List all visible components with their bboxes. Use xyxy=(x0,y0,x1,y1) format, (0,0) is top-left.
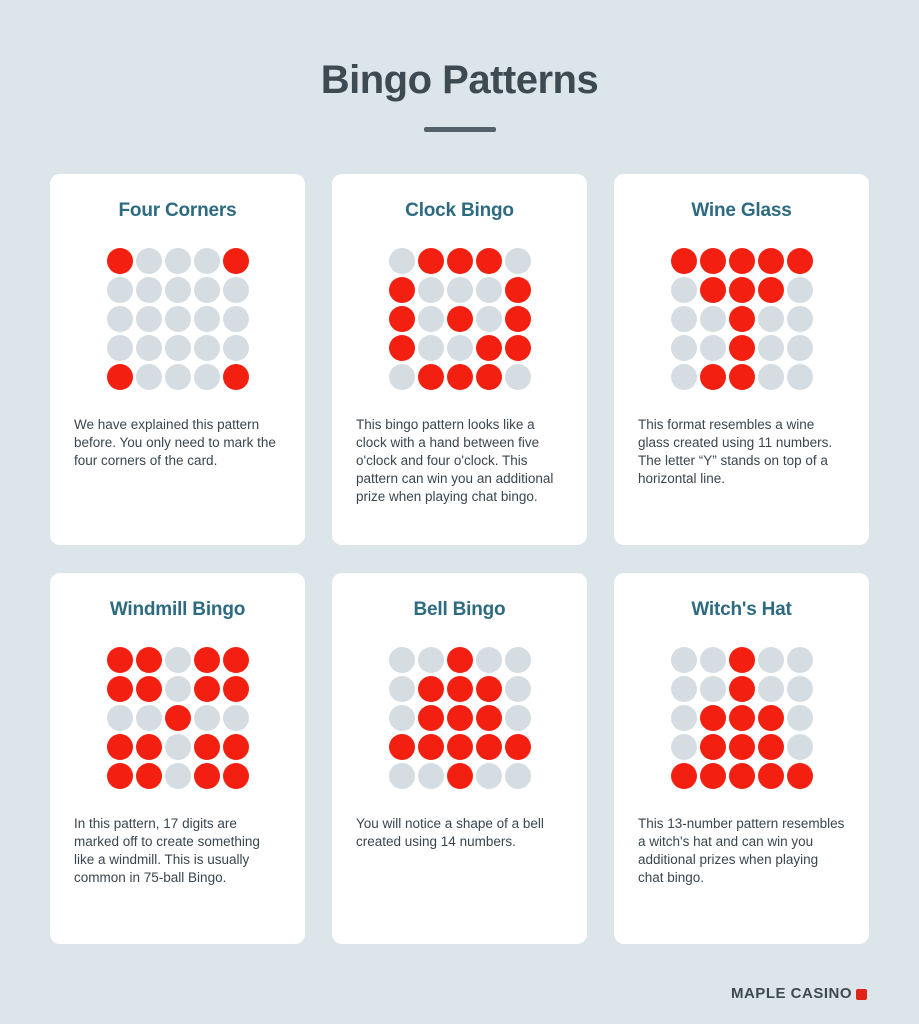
marked-dot xyxy=(505,734,531,760)
empty-dot xyxy=(671,734,697,760)
marked-dot xyxy=(447,763,473,789)
pattern-card xyxy=(332,573,587,944)
marked-dot xyxy=(476,705,502,731)
empty-dot xyxy=(223,335,249,361)
marked-dot xyxy=(194,676,220,702)
empty-dot xyxy=(787,306,813,332)
marked-dot xyxy=(447,705,473,731)
empty-dot xyxy=(165,306,191,332)
marked-dot xyxy=(418,364,444,390)
marked-dot xyxy=(729,277,755,303)
pattern-card xyxy=(614,573,869,944)
marked-dot xyxy=(758,763,784,789)
empty-dot xyxy=(165,734,191,760)
empty-dot xyxy=(194,364,220,390)
marked-dot xyxy=(476,248,502,274)
empty-dot xyxy=(389,763,415,789)
marked-dot xyxy=(194,647,220,673)
empty-dot xyxy=(136,306,162,332)
marked-dot xyxy=(107,734,133,760)
empty-dot xyxy=(165,277,191,303)
empty-dot xyxy=(758,306,784,332)
empty-dot xyxy=(194,705,220,731)
bingo-pattern-grid xyxy=(671,647,813,789)
marked-dot xyxy=(223,364,249,390)
marked-dot xyxy=(194,734,220,760)
marked-dot xyxy=(136,676,162,702)
empty-dot xyxy=(671,335,697,361)
empty-dot xyxy=(505,705,531,731)
pattern-card-title: Wine Glass xyxy=(691,200,792,221)
empty-dot xyxy=(107,705,133,731)
marked-dot xyxy=(447,647,473,673)
empty-dot xyxy=(671,676,697,702)
empty-dot xyxy=(194,335,220,361)
marked-dot xyxy=(729,335,755,361)
bingo-pattern-grid xyxy=(671,248,813,390)
marked-dot xyxy=(700,364,726,390)
marked-dot xyxy=(447,306,473,332)
marked-dot xyxy=(136,734,162,760)
marked-dot xyxy=(418,676,444,702)
empty-dot xyxy=(476,647,502,673)
marked-dot xyxy=(729,306,755,332)
brand-name: MAPLE CASINO xyxy=(730,985,852,1002)
empty-dot xyxy=(194,277,220,303)
empty-dot xyxy=(165,676,191,702)
marked-dot xyxy=(389,335,415,361)
pattern-card-title: Four Corners xyxy=(118,200,237,221)
empty-dot xyxy=(165,248,191,274)
empty-dot xyxy=(165,364,191,390)
marked-dot xyxy=(107,676,133,702)
empty-dot xyxy=(194,306,220,332)
pattern-card-description: We have explained this pattern before. You only need to mark the four corners of the card. xyxy=(74,417,276,468)
empty-dot xyxy=(447,335,473,361)
marked-dot xyxy=(447,676,473,702)
pattern-card-description: This bingo pattern looks like a clock with a hand between five o'clock and four o'clock. This pattern can win you an additional prize when playing chat bingo. xyxy=(356,417,554,504)
empty-dot xyxy=(136,705,162,731)
marked-dot xyxy=(476,734,502,760)
empty-dot xyxy=(505,248,531,274)
marked-dot xyxy=(505,306,531,332)
pattern-card-description: This format resembles a wine glass created using 11 numbers. The letter “Y” stands on top of a horizontal line. xyxy=(638,417,833,486)
pattern-card xyxy=(50,174,305,545)
marked-dot xyxy=(107,364,133,390)
marked-dot xyxy=(758,705,784,731)
empty-dot xyxy=(389,705,415,731)
marked-dot xyxy=(107,763,133,789)
marked-dot xyxy=(418,248,444,274)
empty-dot xyxy=(787,734,813,760)
pattern-card-grid xyxy=(52,174,867,944)
empty-dot xyxy=(418,306,444,332)
empty-dot xyxy=(447,277,473,303)
empty-dot xyxy=(758,364,784,390)
marked-dot xyxy=(758,248,784,274)
marked-dot xyxy=(476,364,502,390)
empty-dot xyxy=(758,676,784,702)
pattern-card-description: This 13-number pattern resembles a witch's hat and can win you additional prizes when playing chat bingo. xyxy=(638,816,845,885)
marked-dot xyxy=(418,705,444,731)
empty-dot xyxy=(476,763,502,789)
marked-dot xyxy=(194,763,220,789)
pattern-card xyxy=(332,174,587,545)
marked-dot xyxy=(700,705,726,731)
empty-dot xyxy=(389,676,415,702)
pattern-card-title: Witch's Hat xyxy=(691,599,792,620)
empty-dot xyxy=(223,277,249,303)
empty-dot xyxy=(418,335,444,361)
marked-dot xyxy=(505,335,531,361)
empty-dot xyxy=(787,705,813,731)
marked-dot xyxy=(505,277,531,303)
empty-dot xyxy=(389,364,415,390)
marked-dot xyxy=(700,277,726,303)
pattern-card xyxy=(50,573,305,944)
empty-dot xyxy=(787,364,813,390)
marked-dot xyxy=(700,248,726,274)
marked-dot xyxy=(758,277,784,303)
marked-dot xyxy=(136,763,162,789)
empty-dot xyxy=(671,306,697,332)
empty-dot xyxy=(194,248,220,274)
marked-dot xyxy=(107,248,133,274)
empty-dot xyxy=(671,364,697,390)
bingo-pattern-grid xyxy=(389,647,531,789)
title-divider xyxy=(424,127,496,132)
marked-dot xyxy=(389,734,415,760)
maple-leaf-icon xyxy=(856,989,867,1000)
marked-dot xyxy=(136,647,162,673)
marked-dot xyxy=(787,763,813,789)
marked-dot xyxy=(671,763,697,789)
marked-dot xyxy=(447,248,473,274)
empty-dot xyxy=(389,647,415,673)
bingo-pattern-grid xyxy=(107,647,249,789)
marked-dot xyxy=(729,763,755,789)
pattern-card-title: Windmill Bingo xyxy=(109,599,246,620)
bingo-pattern-grid xyxy=(389,248,531,390)
empty-dot xyxy=(223,705,249,731)
marked-dot xyxy=(729,705,755,731)
empty-dot xyxy=(758,335,784,361)
marked-dot xyxy=(729,676,755,702)
marked-dot xyxy=(671,248,697,274)
empty-dot xyxy=(505,364,531,390)
empty-dot xyxy=(389,248,415,274)
empty-dot xyxy=(671,647,697,673)
page-title: Bingo Patterns xyxy=(320,58,599,102)
marked-dot xyxy=(223,676,249,702)
marked-dot xyxy=(476,676,502,702)
marked-dot xyxy=(418,734,444,760)
marked-dot xyxy=(389,306,415,332)
empty-dot xyxy=(505,647,531,673)
marked-dot xyxy=(729,364,755,390)
brand-footer xyxy=(731,985,867,1002)
marked-dot xyxy=(447,734,473,760)
marked-dot xyxy=(787,248,813,274)
empty-dot xyxy=(136,335,162,361)
marked-dot xyxy=(758,734,784,760)
pattern-card xyxy=(614,174,869,545)
marked-dot xyxy=(107,647,133,673)
empty-dot xyxy=(700,306,726,332)
marked-dot xyxy=(223,647,249,673)
empty-dot xyxy=(787,676,813,702)
marked-dot xyxy=(223,248,249,274)
marked-dot xyxy=(447,364,473,390)
empty-dot xyxy=(418,763,444,789)
empty-dot xyxy=(700,676,726,702)
empty-dot xyxy=(107,277,133,303)
marked-dot xyxy=(729,248,755,274)
empty-dot xyxy=(787,335,813,361)
empty-dot xyxy=(165,335,191,361)
empty-dot xyxy=(505,676,531,702)
empty-dot xyxy=(476,306,502,332)
marked-dot xyxy=(476,335,502,361)
marked-dot xyxy=(700,734,726,760)
empty-dot xyxy=(136,364,162,390)
empty-dot xyxy=(107,335,133,361)
pattern-card-description: In this pattern, 17 digits are marked off to create something like a windmill. This is usually common in 75-ball Bingo. xyxy=(74,816,260,885)
empty-dot xyxy=(787,647,813,673)
marked-dot xyxy=(729,647,755,673)
marked-dot xyxy=(223,763,249,789)
empty-dot xyxy=(136,248,162,274)
empty-dot xyxy=(671,705,697,731)
empty-dot xyxy=(107,306,133,332)
pattern-card-title: Bell Bingo xyxy=(413,599,506,620)
marked-dot xyxy=(700,763,726,789)
marked-dot xyxy=(729,734,755,760)
empty-dot xyxy=(671,277,697,303)
empty-dot xyxy=(165,647,191,673)
empty-dot xyxy=(165,763,191,789)
pattern-card-title: Clock Bingo xyxy=(405,200,514,221)
empty-dot xyxy=(136,277,162,303)
pattern-card-description: You will notice a shape of a bell created using 14 numbers. xyxy=(356,816,544,849)
empty-dot xyxy=(700,335,726,361)
empty-dot xyxy=(476,277,502,303)
empty-dot xyxy=(787,277,813,303)
marked-dot xyxy=(223,734,249,760)
empty-dot xyxy=(758,647,784,673)
empty-dot xyxy=(700,647,726,673)
empty-dot xyxy=(418,647,444,673)
bingo-pattern-grid xyxy=(107,248,249,390)
empty-dot xyxy=(505,763,531,789)
marked-dot xyxy=(389,277,415,303)
empty-dot xyxy=(223,306,249,332)
empty-dot xyxy=(418,277,444,303)
marked-dot xyxy=(165,705,191,731)
